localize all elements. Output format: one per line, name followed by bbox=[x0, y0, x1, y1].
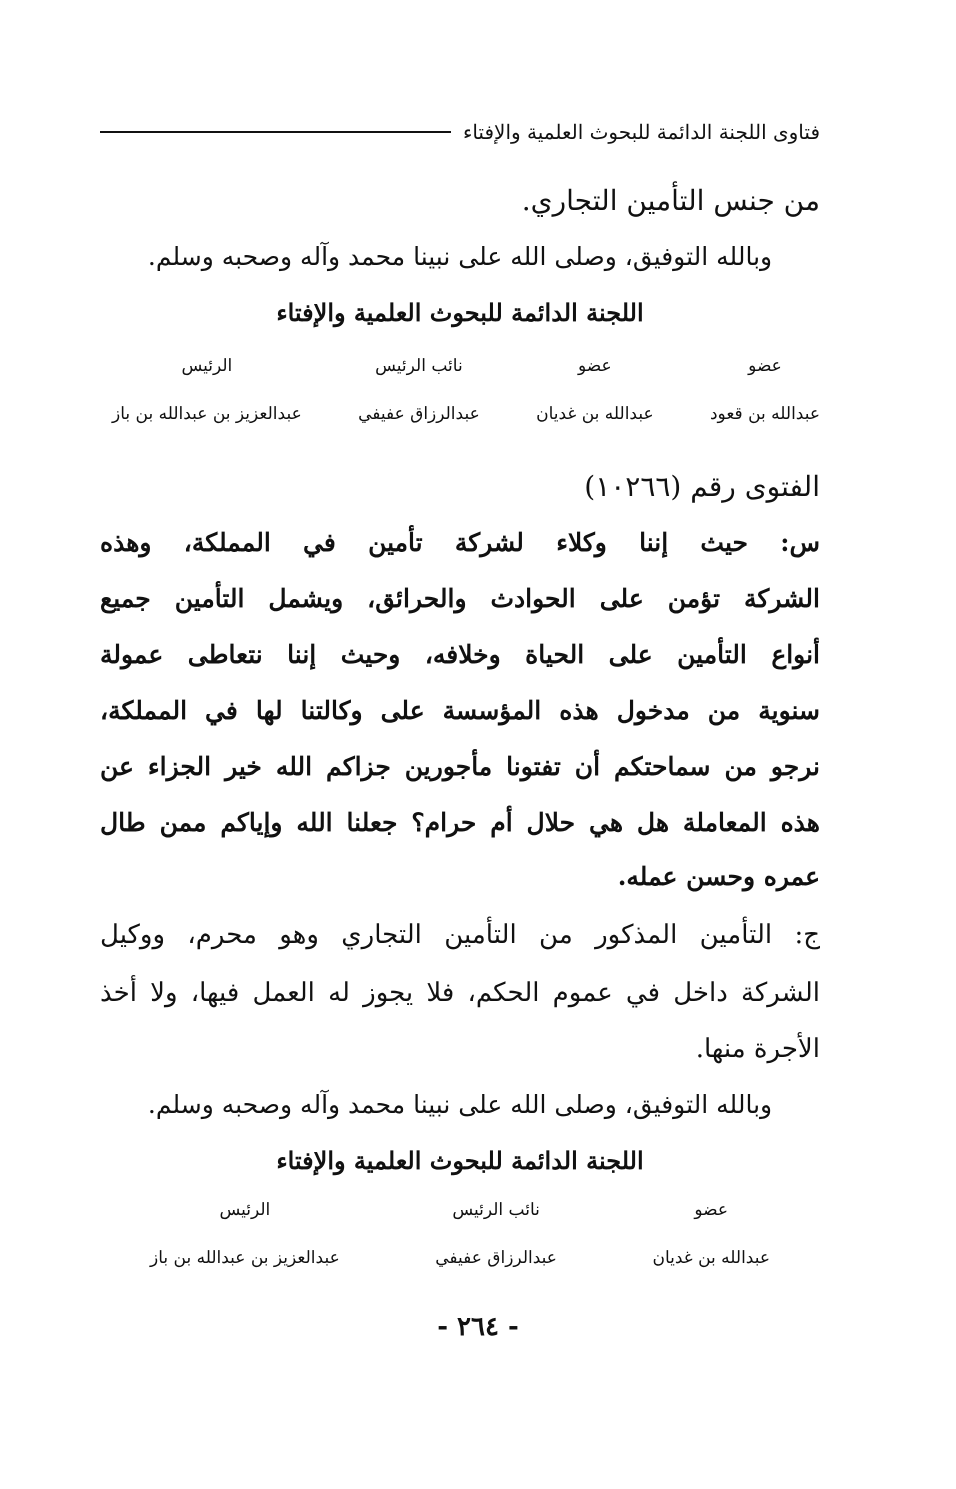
prev-text-line: من جنس التأمين التجاري. bbox=[521, 184, 820, 217]
signatory bbox=[652, 1200, 770, 1268]
prev-signatures bbox=[112, 356, 820, 424]
answer-line: الشركة داخل في عموم الحكم، فلا يجوز له العمل فيها، ولا أخذ bbox=[100, 978, 820, 1008]
fatwa-signatures bbox=[150, 1200, 770, 1268]
fatwa-committee-title: اللجنة الدائمة للبحوث العلمية والإفتاء bbox=[276, 1146, 644, 1175]
signatory-role: عضو bbox=[748, 356, 782, 376]
signatory bbox=[435, 1200, 557, 1268]
signatory bbox=[358, 356, 480, 424]
signatory-name: عبدالله بن قعود bbox=[709, 404, 820, 424]
signatory-role: نائب الرئيس bbox=[452, 1200, 540, 1220]
header-title: فتاوى اللجنة الدائمة للبحوث العلمية والإفتاء bbox=[462, 120, 820, 144]
answer-line: ج: التأمين المذكور من التأمين التجاري وهو محرم، ووكيل bbox=[100, 920, 820, 950]
fatwa-closing: وبالله التوفيق، وصلى الله على نبينا محمد وآله وصحبه وسلم. bbox=[147, 1090, 773, 1119]
question-line: س: حيث إننا وكلاء لشركة تأمين في المملكة، وهذه bbox=[100, 528, 820, 557]
signatory-name: عبدالله بن غديان bbox=[652, 1248, 770, 1268]
signatory bbox=[710, 356, 820, 424]
signatory-role: الرئيس bbox=[219, 1200, 271, 1220]
prev-committee-title: اللجنة الدائمة للبحوث العلمية والإفتاء bbox=[276, 298, 644, 327]
signatory bbox=[536, 356, 654, 424]
question-line: هذه المعاملة هل هي حلال أم حرام؟ جعلنا الله وإياكم ممن طال bbox=[100, 808, 820, 837]
signatory-role: عضو bbox=[578, 356, 612, 376]
header-rule bbox=[100, 131, 451, 133]
signatory-name: عبدالرزاق عفيفي bbox=[435, 1248, 557, 1268]
fatwa-number-title: الفتوى رقم (١٠٢٦٦) bbox=[584, 470, 820, 503]
page-number: - ٢٦٤ - bbox=[437, 1312, 519, 1342]
question-line: عمره وحسن عمله. bbox=[617, 862, 820, 891]
signatory-name: عبدالله بن غديان bbox=[536, 404, 654, 424]
prev-closing: وبالله التوفيق، وصلى الله على نبينا محمد وآله وصحبه وسلم. bbox=[147, 242, 773, 271]
signatory-name: عبدالعزيز بن عبدالله بن باز bbox=[150, 1248, 340, 1268]
signatory-role: عضو bbox=[694, 1200, 729, 1220]
running-header bbox=[100, 112, 820, 152]
signatory bbox=[150, 1200, 340, 1268]
signatory-name: عبدالرزاق عفيفي bbox=[358, 404, 480, 424]
question-line: سنوية من مدخول هذه المؤسسة على وكالتنا لها في المملكة، bbox=[100, 696, 820, 725]
signatory-role: الرئيس bbox=[181, 356, 233, 376]
question-line: نرجو من سماحتكم أن تفتونا مأجورين جزاكم الله خير الجزاء عن bbox=[100, 752, 820, 781]
signatory-role: نائب الرئيس bbox=[375, 356, 463, 376]
signatory-name: عبدالعزيز بن عبدالله بن باز bbox=[112, 404, 302, 424]
answer-line: الأجرة منها. bbox=[695, 1034, 820, 1064]
question-line: أنواع التأمين على الحياة وخلافه، وحيث إننا نتعاطى عمولة bbox=[100, 640, 820, 669]
question-line: الشركة تؤمن على الحوادث والحرائق، ويشمل التأمين جميع bbox=[100, 584, 820, 613]
signatory bbox=[112, 356, 302, 424]
